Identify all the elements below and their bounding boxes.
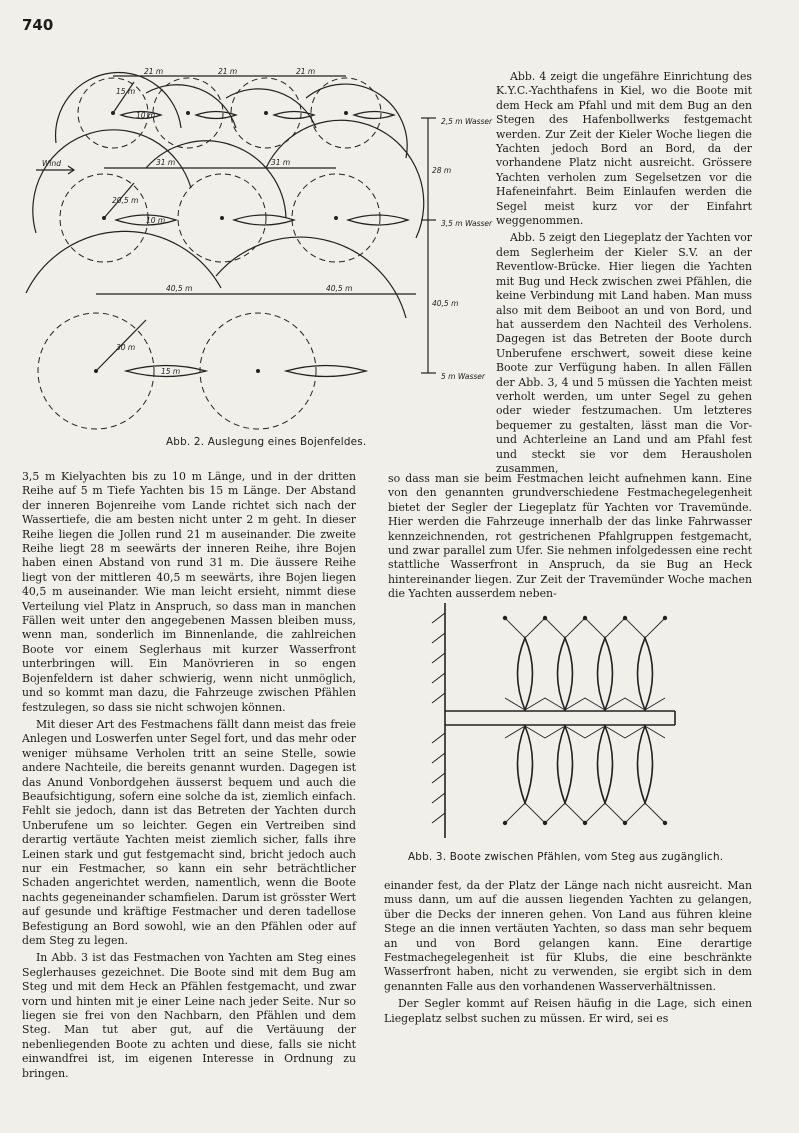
label-r2-radius: 20,5 m <box>112 196 139 205</box>
label-r3-spacing: 40,5 m <box>166 284 193 293</box>
paragraph: Der Segler kommt auf Reisen häufig in die Lage, sich einen Liegeplatz selbst suchen zu müssen. Er wird, sei es <box>384 997 752 1025</box>
figure2-caption: Abb. 2. Auslegung eines Bojenfeldes. <box>166 436 367 448</box>
label-depth-1: 2,5 m Wasser <box>441 117 493 126</box>
label-dist-1: 28 m <box>432 166 452 175</box>
label-r1-length: 10 m <box>136 111 156 120</box>
label-wind: Wind <box>42 159 62 168</box>
paragraph: Abb. 4 zeigt die ungefähre Einrichtung des K.Y.C.-Yachthafens in Kiel, wo die Boote mit dem Heck am Pfahl und mit dem Bug an den Stegen des Hafenbollwerks festgemacht werden. Zur Zeit der Kieler Woche liegen die Yachten jedoch Bord an Bord, da der vorhandene Platz nicht ausreicht. Grössere Yachten verholen zum Segelsetzen vor die Hafeneinfahrt. Beim Einlaufen werden die Segel meist kurz vor der Einfahrt weggenommen. <box>496 70 752 228</box>
label-r1-spacing: 21 m <box>144 67 164 76</box>
left-column <box>22 470 356 1081</box>
paragraph: In Abb. 3 ist das Festmachen von Yachten am Steg eines Seglerhauses gezeichnet. Die Boote sind mit dem Bug am Steg und mit dem Heck an Pfählen festgemacht, und zwar vorn und hinten mit je einer Leine nach jeder Seite. Nur so liegen sie frei von den Nachbarn, den Pfählen und dem Steg. Man tut aber gut, auf die Vertäuung der nebenliegenden Boote zu achten und diese, falls sie nicht einwandfrei ist, im eigenen Interesse in Ordnung zu bringen. <box>22 951 356 1080</box>
paragraph: Abb. 5 zeigt den Liegeplatz der Yachten vor dem Seglerheim der Kieler S.V. an der Reventlow-Brücke. Hier liegen die Yachten mit Bug und Heck zwischen zwei Pfählen, die keine Verbindung mit Land haben. Man muss also mit dem Beiboot an und von Bord, und hat ausserdem den Nachteil des Verholens. Dagegen ist das Betreten der Boote durch Unberufene erschwert, soweit diese keine Boote zur Verfügung haben. In allen Fällen der Abb. 3, 4 und 5 müssen die Yachten meist verholt werden, um unter Segel zu gehen oder wieder festzumachen. Um letzteres bequemer zu gestalten, lässt man die Vor- und Achterleine an Land und am Pfahl fest und steckt sie vor dem Herausholen zusammen, <box>496 231 752 475</box>
figure-boats-between-piles <box>420 598 782 843</box>
right-column-top <box>496 70 752 476</box>
buoy-field-diagram <box>16 58 496 450</box>
figure3-caption: Abb. 3. Boote zwischen Pfählen, vom Steg aus zugänglich. <box>408 851 724 863</box>
label-r2-length: 10 m <box>146 216 166 225</box>
label-depth-2: 3,5 m Wasser <box>441 219 493 228</box>
label-dist-2: 40,5 m <box>432 299 459 308</box>
paragraph: Mit dieser Art des Festmachens fällt dann meist das freie Anlegen und Loswerfen unter Segel fort, und das mehr oder weniger mühsame Verholen tritt an seine Stelle, sowie andere Nachteile, die bereits genannt wurden. Dagegen ist das Anund Vonbordgehen äusserst bequem und auch die Beaufsichtigung, sofern eine solche da ist, ziemlich einfach. Fehlt sie jedoch, dann ist das Betreten der Yachten durch Unberufene um so leichter. Gegen ein Vertreiben sind derartig vertäute Yachten meist ziemlich sicher, falls ihre Leinen stark und gut festgemacht sind, bricht jedoch auch nur ein Festmacher, so kann ein sehr beträchtlicher Schaden angerichtet werden, namentlich, wenn die Boote nachts gegeneinander schamfielen. Darum ist grösster Wert auf gesunde und kräftige Festmacher und deren tadellose Befestigung an Bord sowohl, wie an den Pfählen oder auf dem Steg zu legen. <box>22 717 356 947</box>
paragraph: 3,5 m Kielyachten bis zu 10 m Länge, und in der dritten Reihe auf 5 m Tiefe Yachten bis 15 m Länge. Der Abstand der inneren Bojenreihe vom Lande richtet sich nach der Wassertiefe, die am besten nicht unter 2 m geht. In dieser Reihe liegen die Jollen rund 21 m auseinander. Die zweite Reihe liegt 28 m seewärts der inneren Reihe, ihre Bojen haben einen Abstand von rund 31 m. Die äussere Reihe liegt von der mittleren 40,5 m seewärts, ihre Bojen liegen 40,5 m auseinander. Wie man leicht ersieht, nimmt diese Verteilung viel Platz in Anspruch, so dass man in manchen Fällen weit unter den angegebenen Massen bleiben muss, wenn man, sonderlich im Binnenlande, die zahlreichen Boote vor einem Seglerhaus mit kurzer Wasserfront unterbringen will. Ein Manövrieren in so engen Bojenfeldern ist daher schwierig, wenn nicht unmöglich, und so kommt man dazu, die Fahrzeuge zwischen Pfählen festzulegen, so dass sie nicht schwojen können. <box>22 470 356 714</box>
right-column-bottom <box>384 879 752 1026</box>
label-r3-radius: 30 m <box>116 343 136 352</box>
boats-diagram <box>420 598 782 843</box>
label-r3-spacing-2: 40,5 m <box>326 284 353 293</box>
paragraph: einander fest, da der Platz der Länge nach nicht ausreicht. Man muss dann, um auf die aussen liegenden Yachten zu gelangen, über die Decks der inneren gehen. Von Land aus führen kleine Stege an die innen vertäuten Yachten, so dass man sehr bequem an und von Bord gelangen kann. Eine derartige Festmachegelegenheit ist für Klubs, die eine beschränkte Wasserfront haben, nicht zu verwenden, sie ergibt sich in dem genannten Falle aus den vorhandenen Wasserverhältnissen. <box>384 879 752 993</box>
right-column-mid <box>388 472 752 602</box>
label-r2-spacing-2: 31 m <box>271 158 291 167</box>
label-r1-spacing-2: 21 m <box>218 67 238 76</box>
paragraph: so dass man sie beim Festmachen leicht aufnehmen kann. Eine von den genannten grundverschiedene Festmachegelegenheit bietet der Segler der Liegeplatz für Yachten vor Travemünde. Hier werden die Fahrzeuge innerhalb der das linke Fahrwasser kennzeichnenden, rot gestrichenen Pfahlgruppen festgemacht, und zwar parallel zum Ufer. Sie nehmen infolgedessen eine recht stattliche Wasserfront in Anspruch, da sie Bug an Heck hintereinander liegen. Zur Zeit der Travemünder Woche machen die Yachten ausserdem neben- <box>388 472 752 601</box>
label-r3-length: 15 m <box>161 367 181 376</box>
page-number: 740 <box>22 16 54 34</box>
label-r1-radius: 15 m <box>116 87 136 96</box>
label-r2-spacing: 31 m <box>156 158 176 167</box>
label-depth-3: 5 m Wasser <box>441 372 485 381</box>
figure-buoy-field <box>16 58 496 450</box>
label-r1-spacing-3: 21 m <box>296 67 316 76</box>
